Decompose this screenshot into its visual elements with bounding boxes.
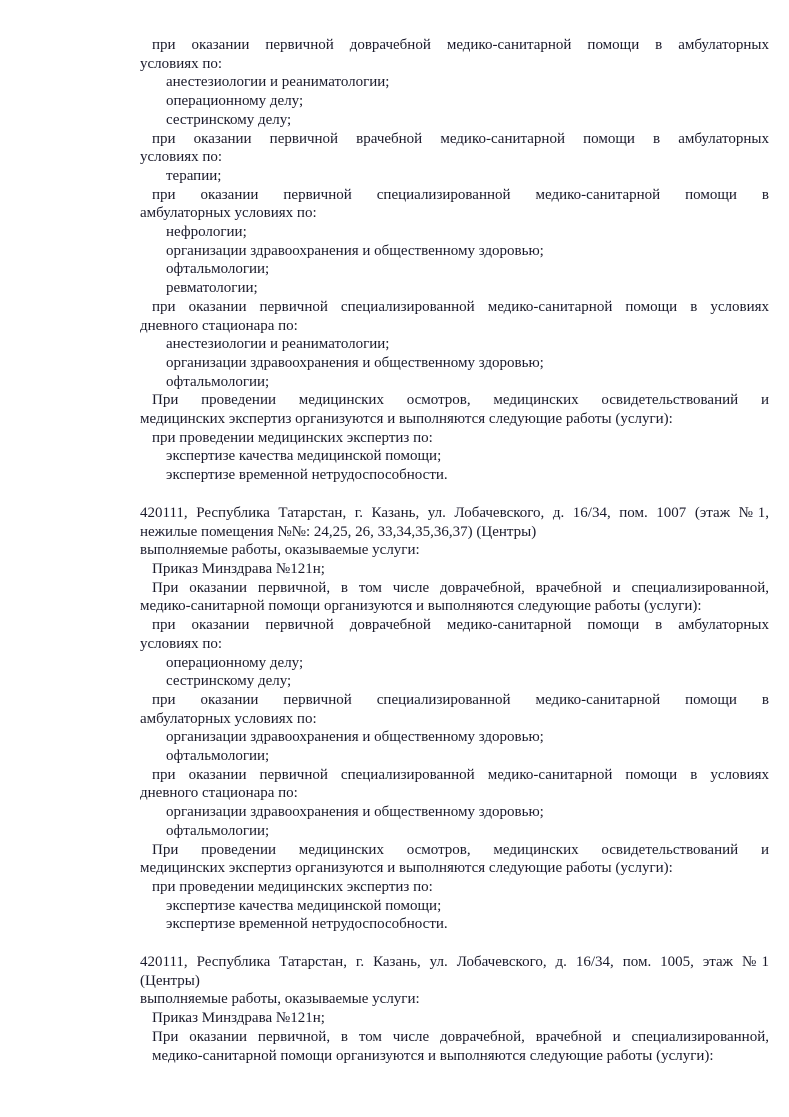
text-line: (Центры) <box>140 972 200 989</box>
text-line: дневного стационара по: <box>140 785 298 802</box>
text-line: офтальмологии; <box>166 373 270 390</box>
text-line: условиях по: <box>140 55 223 72</box>
text-line: условиях по: <box>140 149 223 166</box>
text-line: выполняемые работы, оказываемые услуги: <box>140 991 420 1008</box>
text-line: амбулаторных условиях по: <box>140 205 317 222</box>
address-block-pom-1007 <box>140 504 769 934</box>
address-block-pom-1005 <box>140 953 769 1065</box>
text-line: сестринскому делу; <box>166 673 292 690</box>
text-line: организации здравоохранения и общественному здоровью; <box>166 804 544 821</box>
text-line: экспертизе качества медицинской помощи; <box>166 448 442 465</box>
text-line: дневного стационара по: <box>140 317 298 334</box>
text-line: сестринскому делу; <box>166 111 292 128</box>
text-line: условиях по: <box>140 635 223 652</box>
text-line: выполняемые работы, оказываемые услуги: <box>140 542 420 559</box>
text-line: офтальмологии; <box>166 261 270 278</box>
text-line: ревматологии; <box>166 280 258 297</box>
license-works-list-continued <box>140 36 769 485</box>
text-line: анестезиологии и реаниматологии; <box>166 336 390 353</box>
text-line: экспертизе качества медицинской помощи; <box>166 897 442 914</box>
text-line: медико-санитарной помощи организуются и выполняются следующие работы (услуги): <box>152 1047 714 1064</box>
text-line: организации здравоохранения и общественному здоровью; <box>166 729 544 746</box>
text-line: офтальмологии; <box>166 748 270 765</box>
text-line: при оказании первичной специализированной медико-санитарной помощи в условиях <box>152 298 769 315</box>
text-line: операционному делу; <box>166 654 304 671</box>
text-line: медицинских экспертиз организуются и выполняются следующие работы (услуги): <box>140 411 673 428</box>
text-line: Приказ Минздрава №121н; <box>152 1010 325 1027</box>
text-line: организации здравоохранения и общественному здоровью; <box>166 354 544 371</box>
text-line: амбулаторных условиях по: <box>140 710 317 727</box>
text-line: медико-санитарной помощи организуются и выполняются следующие работы (услуги): <box>140 598 702 615</box>
text-line: при оказании первичной врачебной медико-санитарной помощи в амбулаторных <box>152 130 769 147</box>
text-line: медицинских экспертиз организуются и выполняются следующие работы (услуги): <box>140 860 673 877</box>
text-line: нефрологии; <box>166 224 247 241</box>
text-line: 420111, Республика Татарстан, г. Казань, ул. Лобачевского, д. 16/34, пом. 1007 (этаж №1, <box>140 504 769 521</box>
text-line: при проведении медицинских экспертиз по: <box>152 429 433 446</box>
text-line: При проведении медицинских осмотров, медицинских освидетельствований и <box>152 392 769 409</box>
text-line: при оказании первичной доврачебной медико-санитарной помощи в амбулаторных <box>152 617 769 634</box>
text-line: при оказании первичной специализированной медико-санитарной помощи в <box>152 691 769 708</box>
text-line: терапии; <box>166 167 222 184</box>
text-line: Приказ Минздрава №121н; <box>152 560 325 577</box>
text-line: экспертизе временной нетрудоспособности. <box>166 916 448 933</box>
text-line: организации здравоохранения и общественному здоровью; <box>166 242 544 259</box>
text-line: При оказании первичной, в том числе доврачебной, врачебной и специализированной, <box>152 579 769 596</box>
text-line: операционному делу; <box>166 93 304 110</box>
text-line: офтальмологии; <box>166 822 270 839</box>
text-line: при оказании первичной специализированной медико-санитарной помощи в условиях <box>152 766 769 783</box>
text-line: анестезиологии и реаниматологии; <box>166 74 390 91</box>
text-line: при оказании первичной специализированной медико-санитарной помощи в <box>152 186 769 203</box>
text-line: экспертизе временной нетрудоспособности. <box>166 467 448 484</box>
text-line: при проведении медицинских экспертиз по: <box>152 878 433 895</box>
text-line: при оказании первичной доврачебной медико-санитарной помощи в амбулаторных <box>152 37 769 53</box>
text-line: нежилые помещения №№: 24,25, 26, 33,34,35,36,37) (Центры) <box>140 523 537 540</box>
text-line: При проведении медицинских осмотров, медицинских освидетельствований и <box>152 841 769 858</box>
text-line: При оказании первичной, в том числе доврачебной, врачебной и специализированной, <box>152 1028 769 1045</box>
text-line: 420111, Республика Татарстан, г. Казань, ул. Лобачевского, д. 16/34, пом. 1005, этаж №1 <box>140 954 769 971</box>
